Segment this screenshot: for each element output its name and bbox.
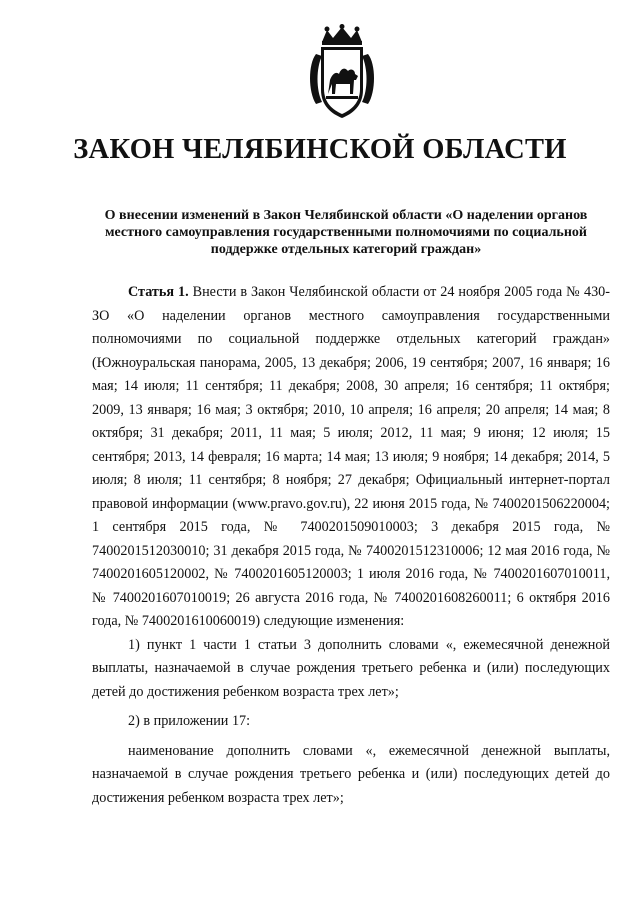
article-label: Статья 1.	[128, 284, 189, 300]
article-1-paragraph	[92, 281, 610, 634]
list-item: 1) пункт 1 части 1 статьи 3 дополнить словами «, ежемесячной денежной выплаты, назначаемой в случае рождения третьего ребенка и (или) последующих детей до достижения ребенком возраста трех лет»;	[92, 636, 610, 700]
list-item-text: наименование дополнить словами «, ежемесячной денежной выплаты, назначаемой в случае рождения третьего ребенка и (или) последующих детей до достижения ребенком возраста трех лет»;	[92, 742, 610, 806]
law-subtitle: О внесении изменений в Закон Челябинской области «О наделении органов местного самоуправления государственными полномочиями по социальной поддержке отдельных категорий граждан»	[104, 208, 588, 257]
list-item: 2) в приложении 17:	[128, 713, 251, 729]
article-intro-text: Внести в Закон Челябинской области от 24 ноября 2005 года № 430-ЗО «О наделении органов местного самоуправления государственными полномочиями по социальной поддержке отдельных категорий граждан» (Южноуральская панорама, 2005, 13 декабря; 2006, 19 сентября; 2007, 16 января; 16 мая; 14 июля; 11 сентября; 11 декабря; 2008, 30 апреля; 16 сентября; 11 октября; 2009, 13 января; 16 мая; 3 октября; 2010, 10 апреля; 16 апреля; 20 апреля; 14 мая; 8 октября; 31 декабря; 2011, 11 мая; 5 июля; 2012, 11 мая; 9 июня; 12 июля; 15 сентября; 2013, 14 февраля; 16 марта; 14 мая; 13 июля; 9 ноября; 14 декабря; 2014, 5 июля; 8 июля; 11 сентября; 8 ноября; 27 декабря; Официальный интернет-портал правовой информации (www.pravo.gov.ru), 22 июня 2015 года, № 7400201506220004; 1 сентября 2015 года, № 7400201509010003; 3 декабря 2015 года, № 7400201512030010; 31 декабря 2015 года, № 7400201512310006; 12 мая 2016 года, № 7400201605120002, № 7400201605120003; 1 июля 2016 года, № 7400201607010011, № 7400201607010019; 26 августа 2016 года, № 7400201608260011; 6 октября 2016 года, № 7400201610060019) следующие изменения:	[92, 284, 610, 629]
article-body	[92, 281, 610, 810]
coat-of-arms-emblem	[302, 24, 382, 124]
law-title: ЗАКОН ЧЕЛЯБИНСКОЙ ОБЛАСТИ	[73, 134, 567, 165]
